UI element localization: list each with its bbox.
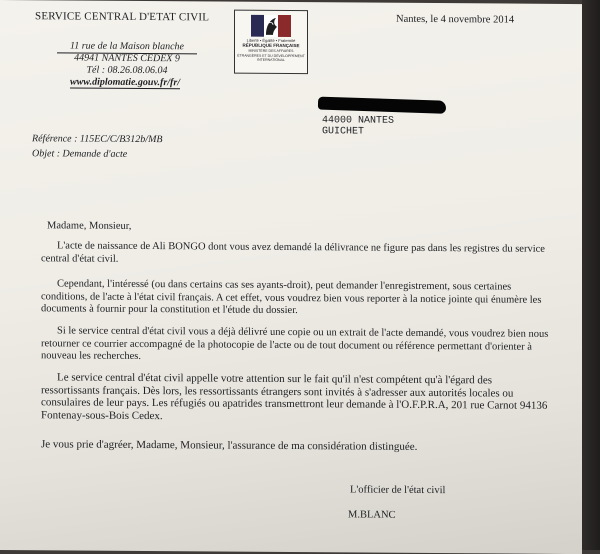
- ministry-name: MINISTÈRE DES AFFAIRES ÉTRANGÈRES ET DU DÉVELOPPEMENT INTERNATIONAL: [237, 48, 305, 62]
- salutation: Madame, Monsieur,: [47, 220, 132, 232]
- website-link-text[interactable]: www.diplomatie.gouv.fr/fr/: [69, 76, 181, 89]
- address-street: 11 rue de la Maison blanche: [70, 40, 184, 53]
- recipient-city: 44000 NANTES: [322, 115, 395, 127]
- address-city: 44941 NANTES CEDEX 9: [74, 52, 180, 65]
- website-link[interactable]: [45, 75, 205, 89]
- paragraph-3: Si le service central d'état civil vous a déjà délivré une copie ou un extrait de l'acte demandé, vous voudrez bien nous retourner ce courrier accompagné de la photocopie de l'acte ou de tout document ou référence permettant d'orienter à nouveau les recherches.: [41, 325, 549, 362]
- background-edge: [582, 0, 600, 550]
- paragraph-1: L'acte de naissance de Ali BONGO dont vous avez demandé la délivrance ne figure pas dans les registres du service central d'état civil.: [41, 240, 545, 265]
- phone-number: Tél : 08.26.08.06.04: [86, 64, 168, 77]
- republic-motto: Liberté • Égalité • Fraternité: [246, 37, 296, 44]
- service-title: SERVICE CENTRAL D'ETAT CIVIL: [35, 10, 210, 24]
- paragraph-2: Cependant, l'intéressé (ou dans certains cas ses ayants-droit), peut demander l'enregistrement, sous certaines conditions, de l'acte à l'état civil français. A cet effet, vous voudrez bien vous reporter à la notice jointe qui énumère les documents à fournir pour la constitution et l'étude du dossier.: [41, 278, 542, 317]
- ministry-logo: [234, 10, 308, 75]
- recipient-guichet: GUICHET: [322, 126, 365, 138]
- paragraph-4: Le service central d'état civil appelle votre attention sur le fait qu'il n'est compétent qu'à l'égard des ressortissants français. Dès lors, les ressortissants étrangers sont invités à s'adresser aux autorités locales ou consulaires de leur pays. Les réfugiés ou apatrides transmettront leur demande à l'O.F.P.R.A, 201 rue Carnot 94136 Fontenay-sous-Bois Cedex.: [41, 371, 548, 422]
- redacted-recipient-name: [318, 97, 446, 114]
- reference-line: Référence : 115EC/C/B312b/MB: [32, 133, 163, 146]
- officer-title: L'officier de l'état civil: [350, 484, 446, 497]
- republique-francaise: RÉPUBLIQUE FRANÇAISE: [242, 42, 300, 49]
- officer-name: M.BLANC: [348, 509, 396, 521]
- closing-formula: Je vous prie d'agréer, Madame, Monsieur, l'assurance de ma considération distinguée.: [41, 438, 418, 453]
- marianne-emblem-icon: [251, 15, 291, 37]
- object-line: Objet : Demande d'acte: [32, 148, 128, 160]
- letter-date: Nantes, le 4 novembre 2014: [396, 13, 515, 26]
